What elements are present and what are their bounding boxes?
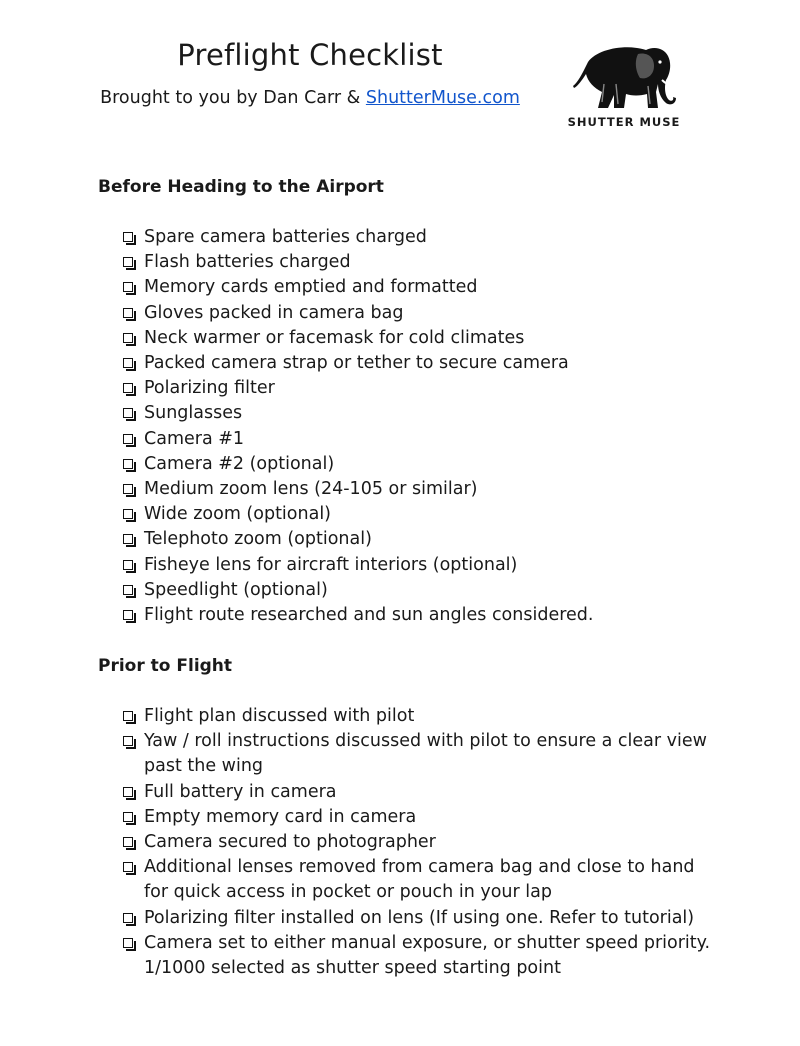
checklist-item-label: Speedlight (optional) [144, 579, 328, 600]
checklist-item [122, 427, 712, 452]
elephant-logo-icon [568, 40, 680, 112]
checklist-item-label: Camera #1 [144, 428, 245, 449]
checkbox-icon[interactable] [123, 459, 133, 469]
checkbox-icon[interactable] [123, 711, 133, 721]
checkbox-icon[interactable] [123, 534, 133, 544]
checklist-item [122, 906, 712, 931]
page-title: Preflight Checklist [177, 38, 443, 72]
checkbox-icon[interactable] [123, 358, 133, 368]
checklist-item-label: Gloves packed in camera bag [144, 302, 404, 323]
checkbox-icon[interactable] [123, 862, 133, 872]
checklist-item-label: Additional lenses removed from camera bag and close to hand for quick access in pocket or pouch in your lap [144, 857, 695, 903]
checklist-item [122, 931, 712, 981]
checklist-item-label: Polarizing filter installed on lens (If using one. Refer to tutorial) [144, 907, 695, 928]
subtitle [60, 88, 560, 108]
checkbox-icon[interactable] [123, 383, 133, 393]
checklist-item-label: Wide zoom (optional) [144, 504, 332, 525]
checklist-item-label: Flight route researched and sun angles considered. [144, 605, 594, 626]
checklist-item [122, 225, 712, 250]
checklist-item-label: Neck warmer or facemask for cold climates [144, 327, 525, 348]
checklist-item [122, 326, 712, 351]
checklist-item-label: Full battery in camera [144, 781, 337, 802]
checklist-item-label: Camera #2 (optional) [144, 453, 335, 474]
logo-wordmark: SHUTTER MUSE [567, 115, 681, 129]
checklist-item [122, 351, 712, 376]
checklist-item [122, 553, 712, 578]
checkbox-icon[interactable] [123, 408, 133, 418]
checklist-prior-to-flight [122, 704, 712, 981]
checklist-item [122, 805, 712, 830]
checklist-item-label: Flight plan discussed with pilot [144, 706, 415, 726]
checklist-item-label: Spare camera batteries charged [144, 227, 427, 247]
checklist-item-label: Camera set to either manual exposure, or shutter speed priority. 1/1000 selected as shutter speed starting point [144, 932, 711, 979]
checklist-item [122, 830, 712, 855]
checklist-item [122, 477, 712, 502]
checkbox-icon[interactable] [123, 282, 133, 292]
checkbox-icon[interactable] [123, 812, 133, 822]
section-heading-prior-to-flight: Prior to Flight [98, 656, 233, 676]
checklist-item [122, 275, 712, 300]
checkbox-icon[interactable] [123, 560, 133, 570]
checkbox-icon[interactable] [123, 257, 133, 267]
checklist-item-label: Yaw / roll instructions discussed with pilot to ensure a clear view past the wing [144, 731, 707, 777]
checkbox-icon[interactable] [123, 837, 133, 847]
checklist-item [122, 780, 712, 805]
checklist-item-label: Empty memory card in camera [144, 806, 417, 827]
checkbox-icon[interactable] [123, 308, 133, 318]
checklist-item [122, 401, 712, 426]
checklist-item [122, 855, 712, 905]
checklist-item [122, 704, 712, 729]
checkbox-icon[interactable] [123, 509, 133, 519]
checkbox-icon[interactable] [123, 434, 133, 444]
subtitle-text: Brought to you by Dan Carr & [100, 88, 366, 108]
checklist-item-label: Memory cards emptied and formatted [144, 277, 478, 298]
checklist-item-label: Flash batteries charged [144, 252, 351, 273]
checklist-item-label: Camera secured to photographer [144, 832, 436, 853]
checkbox-icon[interactable] [123, 484, 133, 494]
shuttermuse-link[interactable]: ShutterMuse.com [365, 88, 520, 108]
checkbox-icon[interactable] [123, 232, 133, 242]
checklist-before-airport [122, 225, 712, 628]
checkbox-icon[interactable] [123, 333, 133, 343]
checklist-item-label: Fisheye lens for aircraft interiors (optional) [144, 554, 518, 575]
checklist-item [122, 452, 712, 477]
checklist-item [122, 376, 712, 401]
checkbox-icon[interactable] [123, 610, 133, 620]
checkbox-icon[interactable] [123, 736, 133, 746]
checklist-item-label: Packed camera strap or tether to secure camera [144, 353, 569, 374]
checklist-item [122, 729, 712, 779]
checklist-item [122, 502, 712, 527]
checklist-item-label: Medium zoom lens (24-105 or similar) [144, 479, 478, 500]
checkbox-icon[interactable] [123, 913, 133, 923]
checklist-item-label: Telephoto zoom (optional) [144, 529, 372, 550]
checklist-item [122, 301, 712, 326]
checkbox-icon[interactable] [123, 787, 133, 797]
checklist-item [122, 250, 712, 275]
checklist-item-label: Polarizing filter [144, 378, 275, 399]
checkbox-icon[interactable] [123, 585, 133, 595]
shutter-muse-logo [560, 40, 690, 135]
checkbox-icon[interactable] [123, 938, 133, 948]
checklist-item [122, 527, 712, 552]
section-heading-before-airport: Before Heading to the Airport [98, 177, 384, 197]
checklist-item-label: Sunglasses [144, 403, 243, 424]
checklist-item [122, 578, 712, 603]
checklist-item [122, 603, 712, 628]
